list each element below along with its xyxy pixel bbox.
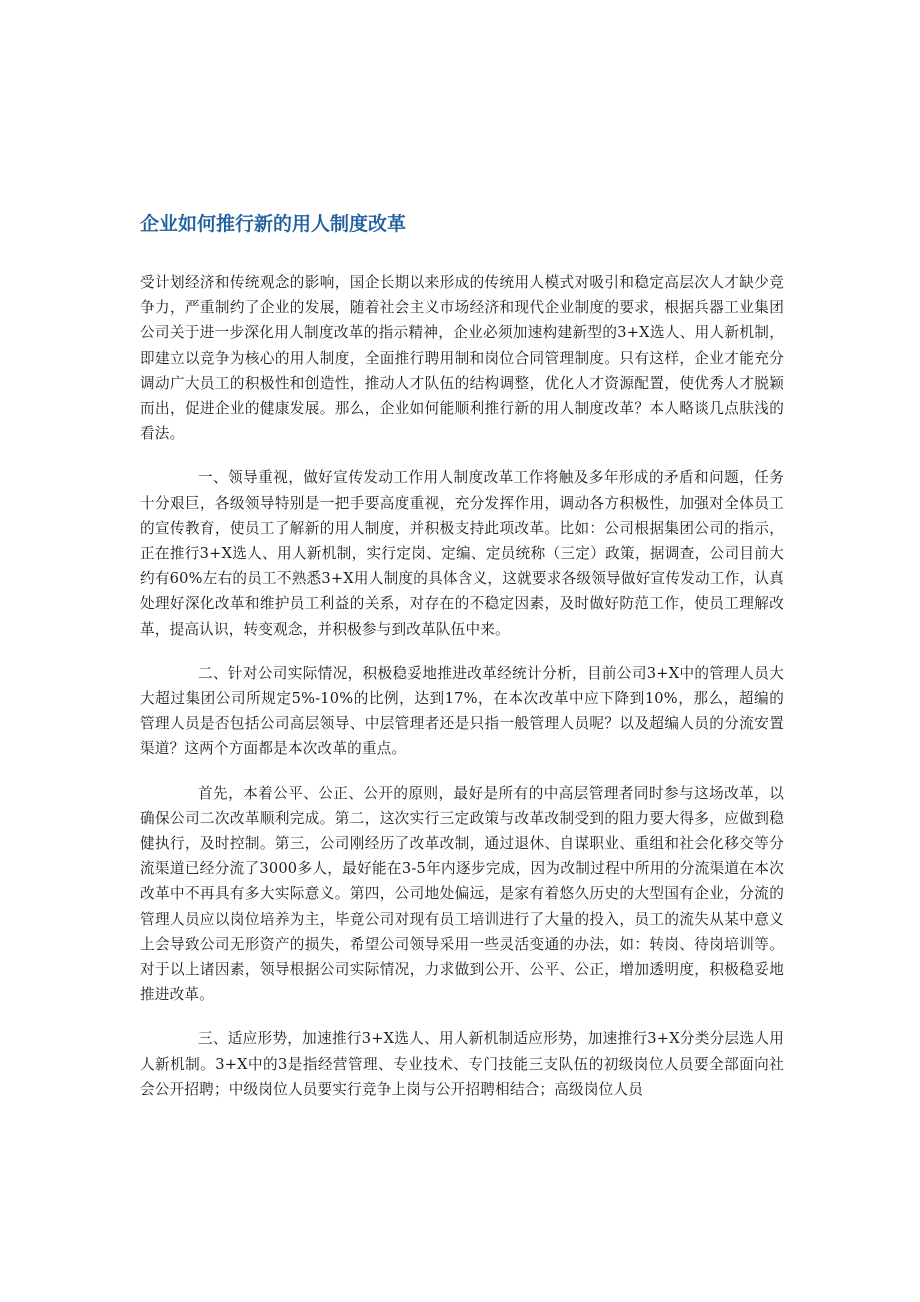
paragraph-principles: 首先，本着公平、公正、公开的原则，最好是所有的中高层管理者同时参与这场改革，以确保公司二次改革顺利完成。第二，这次实行三定政策与改革改制受到的阻力要大得多，应做到稳健执行，及时控制。第三，公司刚经历了改革改制，通过退休、自谋职业、重组和社会化移交等分流渠道已经分流了3000多人，最好能在3-5年内逐步完成，因为改制过程中所用的分流渠道在本次改革中不再具有多大实际意义。第四，公司地处偏远，是家有着悠久历史的大型国有企业，分流的管理人员应以岗位培养为主，毕竟公司对现有员工培训进行了大量的投入，员工的流失从某中意义上会导致公司无形资产的损失，希望公司领导采用一些灵活变通的办法，如：转岗、待岗培训等。对于以上诸因素，领导根据公司实际情况，力求做到公开、公平、公正，增加透明度，积极稳妥地推进改革。 [140,784,784,1004]
paragraph-leadership: 一、领导重视，做好宣传发动工作用人制度改革工作将触及多年形成的矛盾和问题，任务十分艰巨，各级领导特别是一把手要高度重视，充分发挥作用，调动各方积极性，加强对全体员工的宣传教育，使员工了解新的用人制度，并积极支持此项改革。比如：公司根据集团公司的指示，正在推行3+X选人、用人新机制，实行定岗、定编、定员统称（三定）政策，据调查，公司目前大约有60%左右的员工不熟悉3+X用人制度的具体含义，这就要求各级领导做好宣传发动工作，认真处理好深化改革和维护员工利益的关系，对存在的不稳定因素，及时做好防范工作，使员工理解改革，提高认识，转变观念，并积极参与到改革队伍中来。 [140,469,784,638]
document-body [140,270,784,1121]
paragraph-actual-situation: 二、针对公司实际情况，积极稳妥地推进改革经统计分析，目前公司3+X中的管理人员大大超过集团公司所规定5%-10%的比例，达到17%，在本次改革中应下降到10%，那么，超编的管理人员是否包括公司高层领导、中层管理者还是只指一般管理人员呢？以及超编人员的分流安置渠道？这两个方面都是本次改革的重点。 [140,664,784,758]
document-title: 企业如何推行新的用人制度改革 [140,213,407,235]
paragraph-new-mechanism: 三、适应形势，加速推行3+X选人、用人新机制适应形势，加速推行3+X分类分层选人用人新机制。3+X中的3是指经营管理、专业技术、专门技能三支队伍的初级岗位人员要全部面向社会公开招聘；中级岗位人员要实行竞争上岗与公开招聘相结合；高级岗位人员 [140,1030,784,1098]
intro-paragraph: 受计划经济和传统观念的影响，国企长期以来形成的传统用人模式对吸引和稳定高层次人才缺少竞争力，严重制约了企业的发展，随着社会主义市场经济和现代企业制度的要求，根据兵器工业集团公司关于进一步深化用人制度改革的指示精神，企业必须加速构建新型的3+X选人、用人新机制，即建立以竞争为核心的用人制度，全面推行聘用制和岗位合同管理制度。只有这样，企业才能充分调动广大员工的积极性和创造性，推动人才队伍的结构调整，优化人才资源配置，使优秀人才脱颖而出，促进企业的健康发展。那么，企业如何能顺利推行新的用人制度改革？本人略谈几点肤浅的看法。 [140,274,784,443]
